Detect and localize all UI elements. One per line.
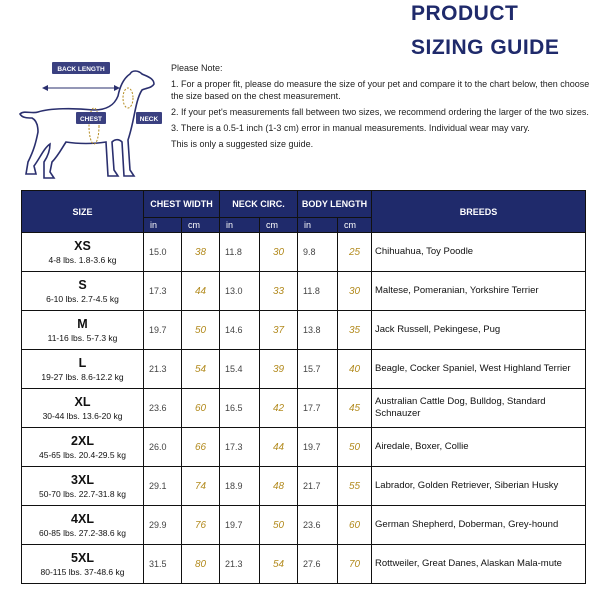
chest-in: 29.9 bbox=[144, 506, 182, 545]
notes-footer: This is only a suggested size guide. bbox=[171, 138, 314, 149]
unit-cm: cm bbox=[260, 218, 298, 233]
chest-cm: 80 bbox=[182, 545, 220, 584]
size-label: L bbox=[78, 356, 87, 370]
chest-cm: 38 bbox=[182, 233, 220, 272]
note-1: 1. For a proper fit, please do measure the size of your pet and compare it to the chart below, then choose the size based on the chest measurement. bbox=[171, 79, 590, 101]
size-cell bbox=[22, 428, 144, 467]
neck-in: 14.6 bbox=[220, 311, 260, 350]
neck-in: 15.4 bbox=[220, 350, 260, 389]
body-cm: 45 bbox=[338, 389, 372, 428]
body-cm: 60 bbox=[338, 506, 372, 545]
neck-cm: 50 bbox=[260, 506, 298, 545]
weight-range: 11-16 lbs. 5-7.3 kg bbox=[47, 333, 118, 343]
chest-cm: 66 bbox=[182, 428, 220, 467]
body-cm: 25 bbox=[338, 233, 372, 272]
neck-in: 19.7 bbox=[220, 506, 260, 545]
size-label: 2XL bbox=[71, 434, 94, 448]
body-in: 23.6 bbox=[298, 506, 338, 545]
unit-in: in bbox=[298, 218, 338, 233]
dog-silhouette bbox=[20, 71, 154, 178]
weight-range: 4-8 lbs. 1.8-3.6 kg bbox=[48, 255, 117, 265]
weight-range: 50-70 lbs. 22.7-31.8 kg bbox=[39, 489, 126, 499]
table-row bbox=[22, 428, 586, 467]
size-label: 4XL bbox=[71, 512, 94, 526]
neck-in: 17.3 bbox=[220, 428, 260, 467]
neck-cm: 39 bbox=[260, 350, 298, 389]
neck-in: 18.9 bbox=[220, 467, 260, 506]
body-in: 13.8 bbox=[298, 311, 338, 350]
back-length-label: BACK LENGTH bbox=[57, 66, 105, 73]
breeds-cell: Australian Cattle Dog, Bulldog, Standard Schnauzer bbox=[372, 389, 586, 428]
table-row bbox=[22, 467, 586, 506]
header-body: BODY LENGTH bbox=[298, 191, 372, 218]
body-cm: 50 bbox=[338, 428, 372, 467]
unit-cm: cm bbox=[182, 218, 220, 233]
table-row bbox=[22, 350, 586, 389]
dog-measurement-diagram bbox=[14, 58, 166, 188]
size-label: 5XL bbox=[71, 551, 94, 565]
chest-in: 19.7 bbox=[144, 311, 182, 350]
size-cell bbox=[22, 545, 144, 584]
size-label: 3XL bbox=[71, 473, 94, 487]
chest-label: CHEST bbox=[79, 116, 103, 123]
weight-range: 6-10 lbs. 2.7-4.5 kg bbox=[46, 294, 119, 304]
body-in: 21.7 bbox=[298, 467, 338, 506]
size-cell bbox=[22, 311, 144, 350]
breeds-cell: Beagle, Cocker Spaniel, West Highland Terrier bbox=[372, 350, 586, 389]
chest-cm: 60 bbox=[182, 389, 220, 428]
unit-in: in bbox=[144, 218, 182, 233]
body-in: 9.8 bbox=[298, 233, 338, 272]
body-cm: 40 bbox=[338, 350, 372, 389]
size-cell bbox=[22, 350, 144, 389]
chest-in: 17.3 bbox=[144, 272, 182, 311]
chest-cm: 74 bbox=[182, 467, 220, 506]
chest-in: 26.0 bbox=[144, 428, 182, 467]
chest-cm: 44 bbox=[182, 272, 220, 311]
note-2: 2. If your pet's measurements fall between two sizes, we recommend ordering the larger of the two sizes. bbox=[171, 106, 589, 117]
breeds-cell: Airedale, Boxer, Collie bbox=[372, 428, 586, 467]
size-label: XS bbox=[74, 239, 91, 253]
chest-in: 29.1 bbox=[144, 467, 182, 506]
size-cell bbox=[22, 389, 144, 428]
neck-in: 13.0 bbox=[220, 272, 260, 311]
table-row bbox=[22, 311, 586, 350]
table-row bbox=[22, 389, 586, 428]
body-cm: 55 bbox=[338, 467, 372, 506]
chest-cm: 54 bbox=[182, 350, 220, 389]
neck-cm: 48 bbox=[260, 467, 298, 506]
neck-cm: 54 bbox=[260, 545, 298, 584]
chest-in: 23.6 bbox=[144, 389, 182, 428]
neck-in: 16.5 bbox=[220, 389, 260, 428]
table-row bbox=[22, 506, 586, 545]
breeds-cell: Chihuahua, Toy Poodle bbox=[372, 233, 586, 272]
chest-in: 31.5 bbox=[144, 545, 182, 584]
title-line-2: SIZING GUIDE bbox=[411, 36, 560, 59]
table-row bbox=[22, 272, 586, 311]
body-cm: 70 bbox=[338, 545, 372, 584]
weight-range: 30-44 lbs. 13.6-20 kg bbox=[42, 411, 123, 421]
size-label: M bbox=[77, 317, 88, 331]
body-in: 27.6 bbox=[298, 545, 338, 584]
title-line-1: PRODUCT bbox=[411, 2, 519, 25]
size-label: XL bbox=[74, 395, 91, 409]
breeds-cell: Jack Russell, Pekingese, Pug bbox=[372, 311, 586, 350]
unit-cm: cm bbox=[338, 218, 372, 233]
breeds-cell: Rottweiler, Great Danes, Alaskan Mala-mute bbox=[372, 545, 586, 584]
weight-range: 80-115 lbs. 37-48.6 kg bbox=[40, 567, 125, 577]
unit-in: in bbox=[220, 218, 260, 233]
weight-range: 60-85 lbs. 27.2-38.6 kg bbox=[39, 528, 126, 538]
body-cm: 30 bbox=[338, 272, 372, 311]
size-cell bbox=[22, 467, 144, 506]
notes-heading: Please Note: bbox=[171, 63, 223, 73]
neck-cm: 33 bbox=[260, 272, 298, 311]
header-chest: CHEST WIDTH bbox=[144, 191, 220, 218]
breeds-cell: German Shepherd, Doberman, Grey-hound bbox=[372, 506, 586, 545]
neck-in: 11.8 bbox=[220, 233, 260, 272]
header-breeds: BREEDS bbox=[372, 191, 586, 233]
table-row bbox=[22, 545, 586, 584]
body-in: 15.7 bbox=[298, 350, 338, 389]
chest-in: 15.0 bbox=[144, 233, 182, 272]
notes bbox=[171, 63, 591, 155]
weight-range: 45-65 lbs. 20.4-29.5 kg bbox=[39, 450, 126, 460]
breeds-cell: Labrador, Golden Retriever, Siberian Husky bbox=[372, 467, 586, 506]
header-neck: NECK CIRC. bbox=[220, 191, 298, 218]
sizing-table bbox=[21, 190, 586, 584]
size-cell bbox=[22, 233, 144, 272]
chest-cm: 50 bbox=[182, 311, 220, 350]
body-in: 19.7 bbox=[298, 428, 338, 467]
body-cm: 35 bbox=[338, 311, 372, 350]
neck-cm: 42 bbox=[260, 389, 298, 428]
chest-in: 21.3 bbox=[144, 350, 182, 389]
weight-range: 19-27 lbs. 8.6-12.2 kg bbox=[41, 372, 124, 382]
size-cell bbox=[22, 506, 144, 545]
header-size: SIZE bbox=[22, 191, 144, 233]
neck-cm: 37 bbox=[260, 311, 298, 350]
chest-cm: 76 bbox=[182, 506, 220, 545]
breeds-cell: Maltese, Pomeranian, Yorkshire Terrier bbox=[372, 272, 586, 311]
body-in: 11.8 bbox=[298, 272, 338, 311]
size-label: S bbox=[78, 278, 87, 292]
neck-cm: 44 bbox=[260, 428, 298, 467]
note-3: 3. There is a 0.5-1 inch (1-3 cm) error in manual measurements. Individual wear may vary. bbox=[171, 122, 530, 133]
body-in: 17.7 bbox=[298, 389, 338, 428]
size-cell bbox=[22, 272, 144, 311]
neck-label: NECK bbox=[139, 116, 159, 123]
table-row bbox=[22, 233, 586, 272]
neck-cm: 30 bbox=[260, 233, 298, 272]
neck-in: 21.3 bbox=[220, 545, 260, 584]
